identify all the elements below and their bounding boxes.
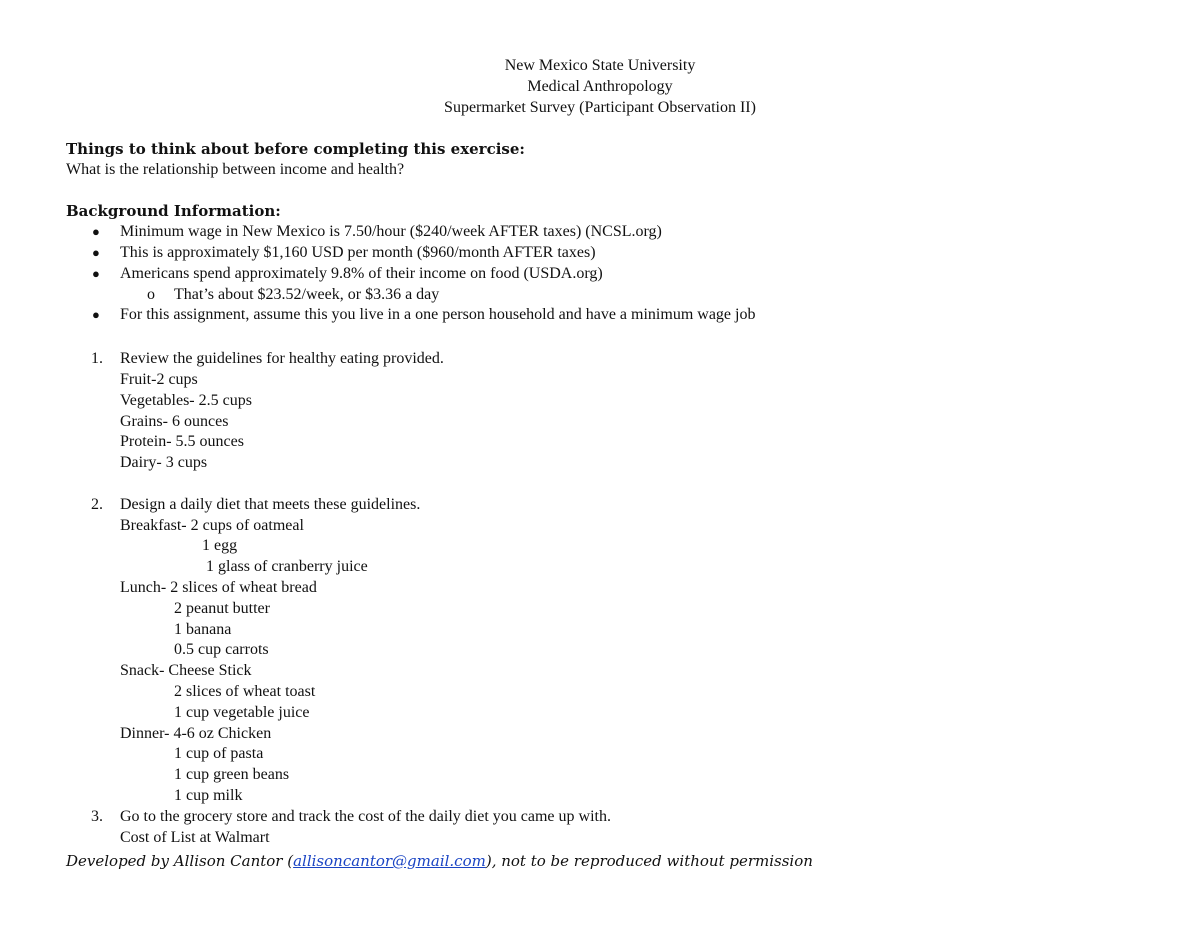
- guideline-vegetables: Vegetables- 2.5 cups: [120, 391, 252, 409]
- bullet-item: ● This is approximately $1,160 USD per month ($960/month AFTER taxes): [66, 243, 1166, 264]
- course-name: Medical Anthropology: [527, 77, 673, 95]
- document-footer: Developed by Allison Cantor (allisoncantor@gmail.com), not to be reproduced without permission: [66, 852, 813, 870]
- meal-item: 0.5 cup carrots: [174, 641, 269, 659]
- background-heading: Background Information:: [66, 202, 281, 221]
- meal-breakfast: Breakfast- 2 cups of oatmeal: [120, 516, 304, 534]
- guideline-protein: Protein- 5.5 ounces: [120, 433, 244, 451]
- step-text: Go to the grocery store and track the cost of the daily diet you came up with.: [120, 807, 611, 825]
- meal-item: 1 cup milk: [174, 786, 243, 804]
- meal-lunch: Lunch- 2 slices of wheat bread: [120, 578, 317, 596]
- bullet-item: ● Americans spend approximately 9.8% of their income on food (USDA.org): [66, 264, 1166, 285]
- meal-dinner: Dinner- 4-6 oz Chicken: [120, 724, 272, 742]
- step-number: 3.: [91, 807, 103, 825]
- meal-snack: Snack- Cheese Stick: [120, 662, 252, 680]
- meal-item: 2 peanut butter: [174, 599, 270, 617]
- step-item: [66, 495, 1166, 516]
- guideline-fruit: Fruit-2 cups: [120, 370, 198, 388]
- step-item: [66, 807, 1166, 828]
- think-question: What is the relationship between income and health?: [66, 160, 405, 178]
- document-header: [0, 56, 1200, 118]
- university-name: New Mexico State University: [504, 57, 696, 74]
- author-email-link[interactable]: allisoncantor@gmail.com: [293, 852, 486, 870]
- meal-item: 1 cup of pasta: [174, 745, 264, 763]
- document-title: Supermarket Survey (Participant Observation II): [444, 98, 756, 116]
- meal-item: 1 cup vegetable juice: [174, 703, 310, 721]
- bullet-icon: ●: [92, 224, 100, 240]
- meal-item: 1 banana: [174, 620, 232, 638]
- meal-item: 2 slices of wheat toast: [174, 682, 316, 700]
- step-number: 2.: [91, 495, 103, 513]
- step-text: Review the guidelines for healthy eating provided.: [120, 350, 444, 368]
- bullet-item: ● Minimum wage in New Mexico is 7.50/hour ($240/week AFTER taxes) (NCSL.org): [66, 222, 1166, 243]
- document-body: [66, 139, 1166, 848]
- meal-item: 1 cup green beans: [174, 766, 290, 784]
- guideline-grains: Grains- 6 ounces: [120, 412, 229, 430]
- step-text: Design a daily diet that meets these guidelines.: [120, 495, 421, 513]
- meal-item: 1 egg: [202, 537, 238, 555]
- bullet-icon: ●: [92, 307, 100, 323]
- bullet-icon: ●: [92, 265, 100, 281]
- cost-list-label: Cost of List at Walmart: [120, 828, 270, 846]
- guideline-dairy: Dairy- 3 cups: [120, 454, 208, 472]
- sub-bullet-marker: o: [147, 285, 155, 303]
- sub-bullet-item: o That’s about $23.52/week, or $3.36 a day: [66, 285, 1166, 306]
- bullet-icon: ●: [92, 244, 100, 260]
- think-heading: Things to think about before completing this exercise:: [66, 140, 525, 158]
- step-item: [66, 349, 1166, 370]
- bullet-item: ● For this assignment, assume this you live in a one person household and have a minimum wage job: [66, 305, 1166, 328]
- step-number: 1.: [91, 350, 103, 368]
- meal-item: 1 glass of cranberry juice: [206, 558, 368, 576]
